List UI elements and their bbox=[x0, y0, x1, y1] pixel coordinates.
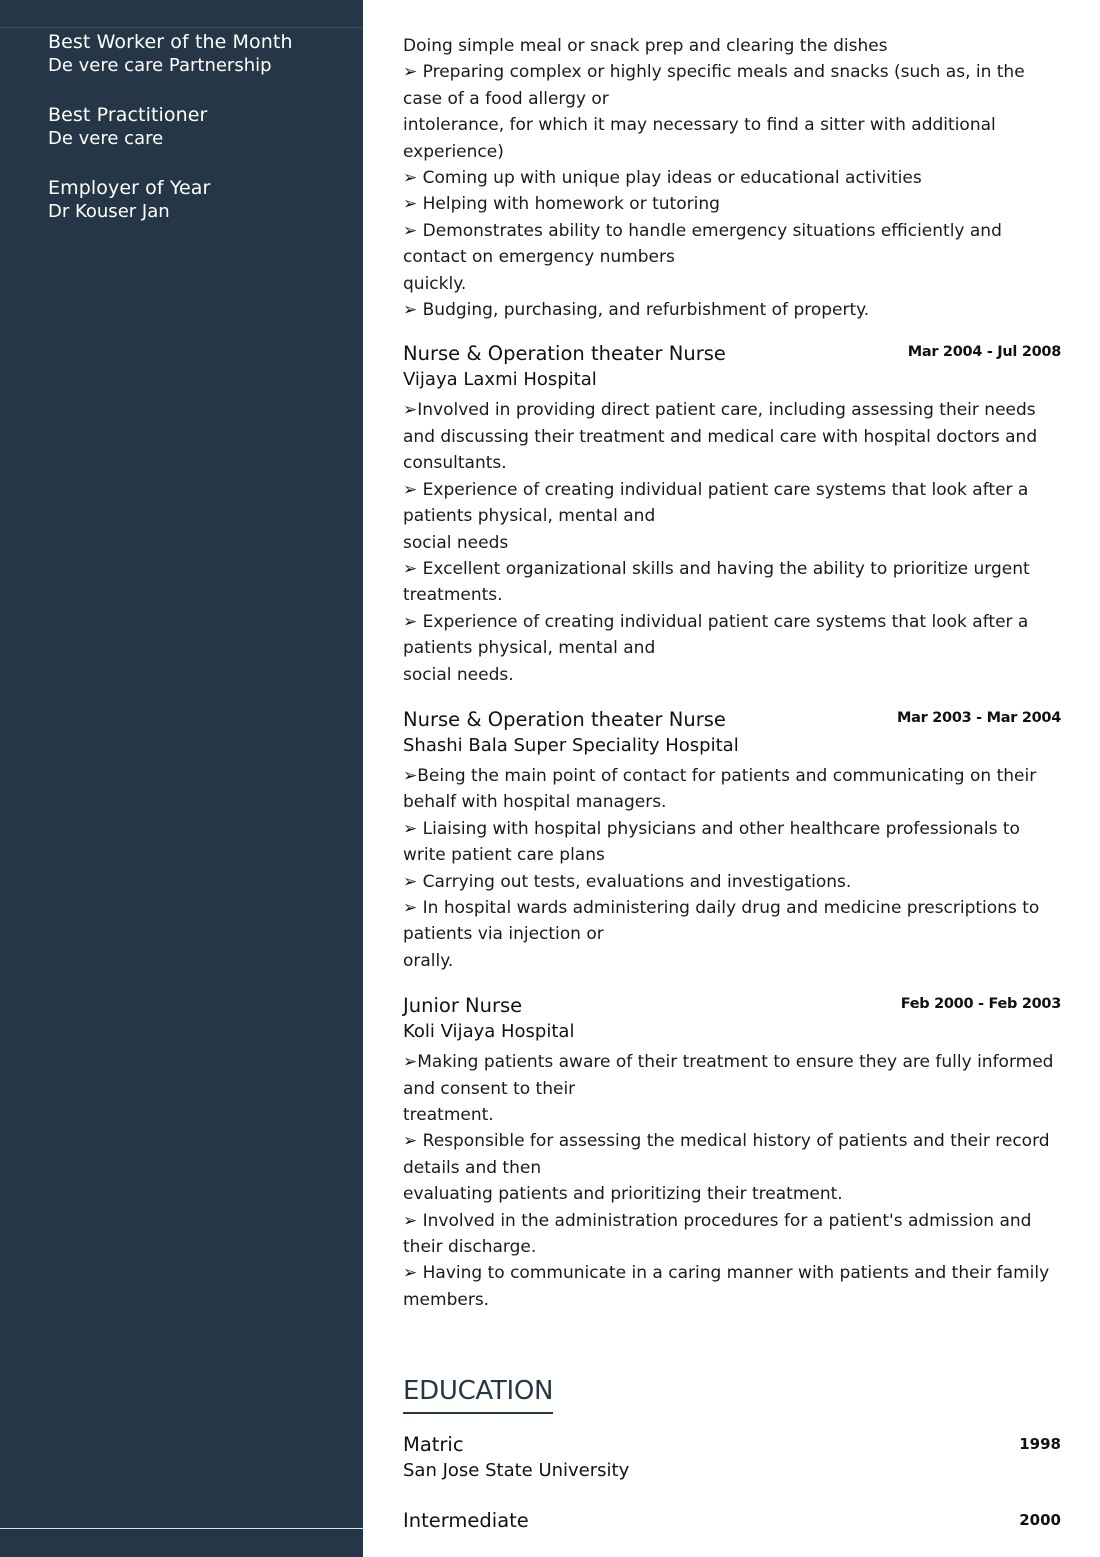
duty-line: ➢Being the main point of contact for patients and communicating on their bbox=[403, 765, 1037, 786]
education-header bbox=[403, 1432, 1063, 1458]
job-header bbox=[403, 707, 1063, 733]
duty-line: and discussing their treatment and medical care with hospital doctors and bbox=[403, 426, 1038, 447]
job-title: Nurse & Operation theater Nurse bbox=[403, 707, 726, 731]
duty-line: ➢Involved in providing direct patient care, including assessing their needs bbox=[403, 400, 1036, 421]
sidebar-bottom-divider bbox=[0, 1528, 363, 1529]
duty-line: social needs bbox=[403, 532, 509, 553]
job-company: Vijaya Laxmi Hospital bbox=[403, 369, 597, 391]
duty-line: case of a food allergy or bbox=[403, 88, 609, 109]
education-entry bbox=[403, 1508, 1063, 1534]
job-dates: Mar 2004 - Jul 2008 bbox=[907, 344, 1061, 361]
award-item bbox=[48, 176, 348, 224]
job-header bbox=[403, 993, 1063, 1019]
job-duties-continued bbox=[403, 33, 1063, 323]
duty-line: contact on emergency numbers bbox=[403, 247, 675, 268]
job-duties bbox=[403, 397, 1063, 687]
award-title: Best Practitioner bbox=[48, 104, 208, 126]
duty-line: experience) bbox=[403, 141, 504, 162]
duty-line: evaluating patients and prioritizing their treatment. bbox=[403, 1184, 843, 1205]
award-item bbox=[48, 30, 348, 78]
award-title: Employer of Year bbox=[48, 177, 211, 199]
duty-line: ➢ Carrying out tests, evaluations and investigations. bbox=[403, 871, 852, 892]
duty-line: intolerance, for which it may necessary to find a sitter with additional bbox=[403, 115, 996, 136]
duty-line: treatments. bbox=[403, 585, 503, 606]
duty-line: patients via injection or bbox=[403, 924, 604, 945]
duty-line: Doing simple meal or snack prep and clearing the dishes bbox=[403, 36, 888, 56]
education-year: 2000 bbox=[1019, 1511, 1061, 1530]
award-organization: De vere care bbox=[48, 128, 164, 149]
duty-line: ➢ Excellent organizational skills and having the ability to prioritize urgent bbox=[403, 558, 1030, 579]
duty-line: and consent to their bbox=[403, 1078, 576, 1099]
duty-line: quickly. bbox=[403, 273, 467, 294]
job-duties bbox=[403, 763, 1063, 974]
duty-line: ➢ Involved in the administration procedures for a patient's admission and bbox=[403, 1210, 1032, 1231]
duty-line: details and then bbox=[403, 1157, 542, 1178]
award-title: Best Worker of the Month bbox=[48, 31, 293, 53]
job-duties bbox=[403, 1049, 1063, 1313]
job-title: Junior Nurse bbox=[403, 994, 523, 1018]
duty-line: ➢ Demonstrates ability to handle emergency situations efficiently and bbox=[403, 220, 1002, 241]
job-entry bbox=[403, 707, 1063, 974]
duty-line: ➢ Helping with homework or tutoring bbox=[403, 194, 720, 215]
job-dates: Mar 2003 - Mar 2004 bbox=[897, 709, 1061, 726]
duty-line: ➢ Budging, purchasing, and refurbishment of property. bbox=[403, 300, 870, 321]
award-organization: Dr Kouser Jan bbox=[48, 201, 170, 222]
duty-line: treatment. bbox=[403, 1105, 494, 1125]
duty-line: ➢ Liaising with hospital physicians and other healthcare professionals to bbox=[403, 818, 1020, 839]
education-year: 1998 bbox=[1019, 1435, 1061, 1454]
duty-line: ➢Making patients aware of their treatment to ensure they are fully informed bbox=[403, 1052, 1054, 1073]
duty-line: patients physical, mental and bbox=[403, 506, 656, 527]
main-content bbox=[403, 33, 1063, 1534]
job-header bbox=[403, 341, 1063, 367]
education-header bbox=[403, 1508, 1063, 1534]
sidebar-top-divider bbox=[0, 27, 363, 28]
duty-line: ➢ Experience of creating individual patient care systems that look after a bbox=[403, 479, 1029, 500]
duty-line: ➢ Having to communicate in a caring manner with patients and their family bbox=[403, 1263, 1050, 1284]
education-entry bbox=[403, 1432, 1063, 1484]
education-degree: Matric bbox=[403, 1433, 464, 1457]
duty-line: write patient care plans bbox=[403, 845, 605, 866]
job-entry bbox=[403, 341, 1063, 687]
award-item bbox=[48, 103, 348, 151]
duty-line: ➢ In hospital wards administering daily drug and medicine prescriptions to bbox=[403, 897, 1040, 918]
job-entry bbox=[403, 993, 1063, 1313]
job-company: Koli Vijaya Hospital bbox=[403, 1021, 575, 1043]
sidebar bbox=[0, 0, 363, 1557]
job-company: Shashi Bala Super Speciality Hospital bbox=[403, 734, 739, 756]
duty-line: ➢ Experience of creating individual patient care systems that look after a bbox=[403, 611, 1029, 632]
duty-line: members. bbox=[403, 1289, 490, 1310]
duty-line: consultants. bbox=[403, 453, 507, 474]
education-degree: Intermediate bbox=[403, 1509, 529, 1533]
duty-line: behalf with hospital managers. bbox=[403, 792, 667, 813]
job-title: Nurse & Operation theater Nurse bbox=[403, 342, 726, 366]
duty-line: social needs. bbox=[403, 664, 514, 685]
awards-list bbox=[48, 30, 348, 249]
duty-line: ➢ Preparing complex or highly specific meals and snacks (such as, in the bbox=[403, 62, 1025, 83]
award-organization: De vere care Partnership bbox=[48, 55, 272, 76]
duty-line: patients physical, mental and bbox=[403, 638, 656, 659]
duty-line: orally. bbox=[403, 950, 454, 971]
education-heading: EDUCATION bbox=[403, 1374, 553, 1414]
duty-line: their discharge. bbox=[403, 1237, 537, 1258]
duty-line: ➢ Responsible for assessing the medical history of patients and their record bbox=[403, 1131, 1050, 1152]
education-school: San Jose State University bbox=[403, 1460, 630, 1482]
job-dates: Feb 2000 - Feb 2003 bbox=[900, 996, 1061, 1013]
duty-line: ➢ Coming up with unique play ideas or educational activities bbox=[403, 168, 922, 189]
